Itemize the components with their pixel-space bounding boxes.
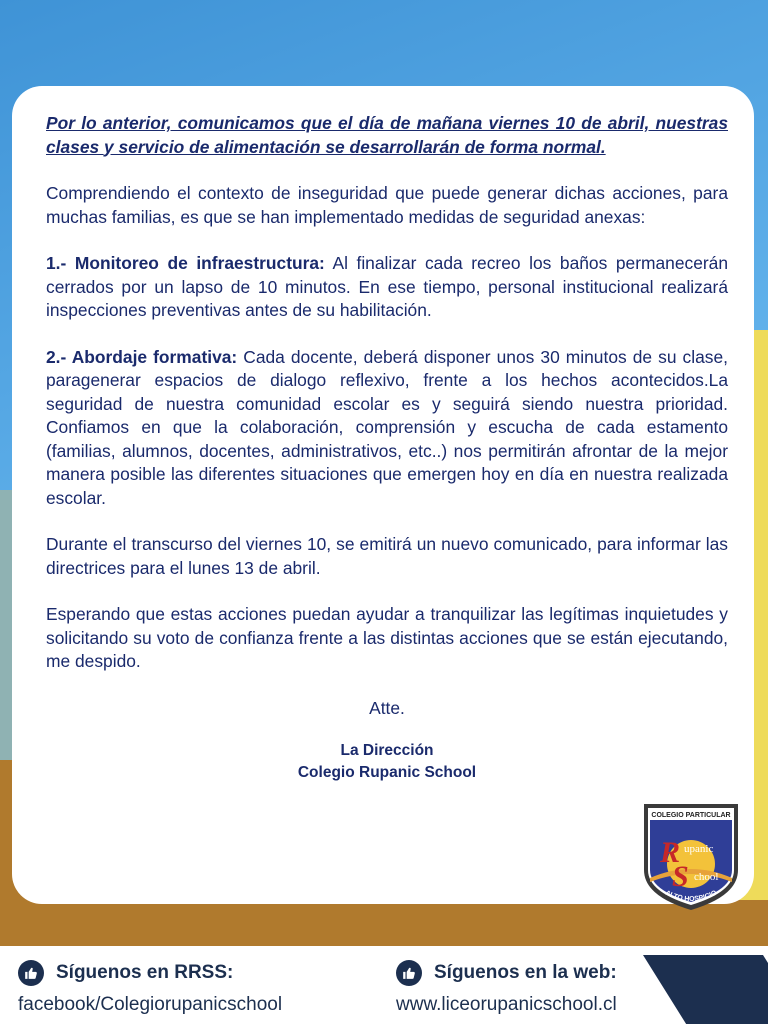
logo-name-2: chool: [694, 871, 719, 883]
school-crest-logo: [640, 800, 742, 912]
logo-top-text: COLEGIO PARTICULAR: [651, 812, 731, 819]
measure-1-text: Al finalizar cada recreo los baños permanecerán cerrados por un lapso de 10 minutos. En ese tiempo, personal institucional realizará inspecciones preventivas antes de su habilitación.: [46, 253, 728, 320]
measure-2-title: 2.- Abordaje formativa:: [46, 346, 238, 367]
logo-name-1: upanic: [684, 843, 714, 855]
measure-1-paragraph: [46, 252, 728, 323]
intro-paragraph: Comprendiendo el contexto de inseguridad que puede generar dichas acciones, para muchas familias, es que se han implementado medidas de seguridad anexas:: [46, 183, 728, 227]
footer-rrss: [18, 960, 282, 1018]
footer-web: [396, 960, 617, 1018]
logo-s-letter: S: [672, 860, 689, 893]
signer: La Dirección: [340, 742, 434, 759]
lead-paragraph: Por lo anterior, comunicamos que el día de mañana viernes 10 de abril, nuestras clases y servicio de alimentación se desarrollarán de forma normal.: [46, 113, 728, 157]
footer-rrss-title: Síguenos en RRSS:: [56, 962, 234, 983]
footer-web-title: Síguenos en la web:: [434, 962, 617, 983]
logo-r-letter: R: [660, 836, 681, 869]
measure-2-text: Cada docente, deberá disponer unos 30 minutos de su clase, paragenerar espacios de dialogo reflexivo, frente a los hechos acontecidos.La seguridad de nuestra comunidad escolar es y seguirá siendo nuestra prioridad. Confiamos en que la colaboración, comprensión y escucha de cada estamento (familias, alumnos, docentes, administrativos, etc..) nos permitirán afrontar de la mejor manera posible las diferentes situaciones que emergen hoy en día en nuestra realizada escolar.: [46, 346, 728, 508]
thumbs-up-icon: [18, 960, 44, 986]
footer-rrss-link[interactable]: facebook/Colegiorupanicschool: [18, 994, 283, 1015]
school-name: Colegio Rupanic School: [297, 764, 477, 781]
announcement-paragraph: Durante el transcurso del viernes 10, se emitirá un nuevo comunicado, para informar las directrices para el lunes 13 de abril.: [46, 534, 728, 578]
measure-2-paragraph: [46, 346, 728, 511]
farewell-paragraph: Esperando que estas acciones puedan ayudar a tranquilizar las legítimas inquietudes y solicitando su voto de confianza frente a las distintas acciones que se están ejecutando, me despido.: [46, 604, 728, 671]
logo-bottom-text: ALTO HOSPICIO: [663, 889, 719, 904]
thumbs-up-icon: [396, 960, 422, 986]
signature-block: [46, 740, 728, 784]
closing: Atte.: [369, 697, 405, 718]
footer-web-link[interactable]: www.liceorupanicschool.cl: [396, 994, 617, 1015]
letter-body: [46, 112, 728, 784]
measure-1-title: 1.- Monitoreo de infraestructura:: [46, 253, 325, 273]
